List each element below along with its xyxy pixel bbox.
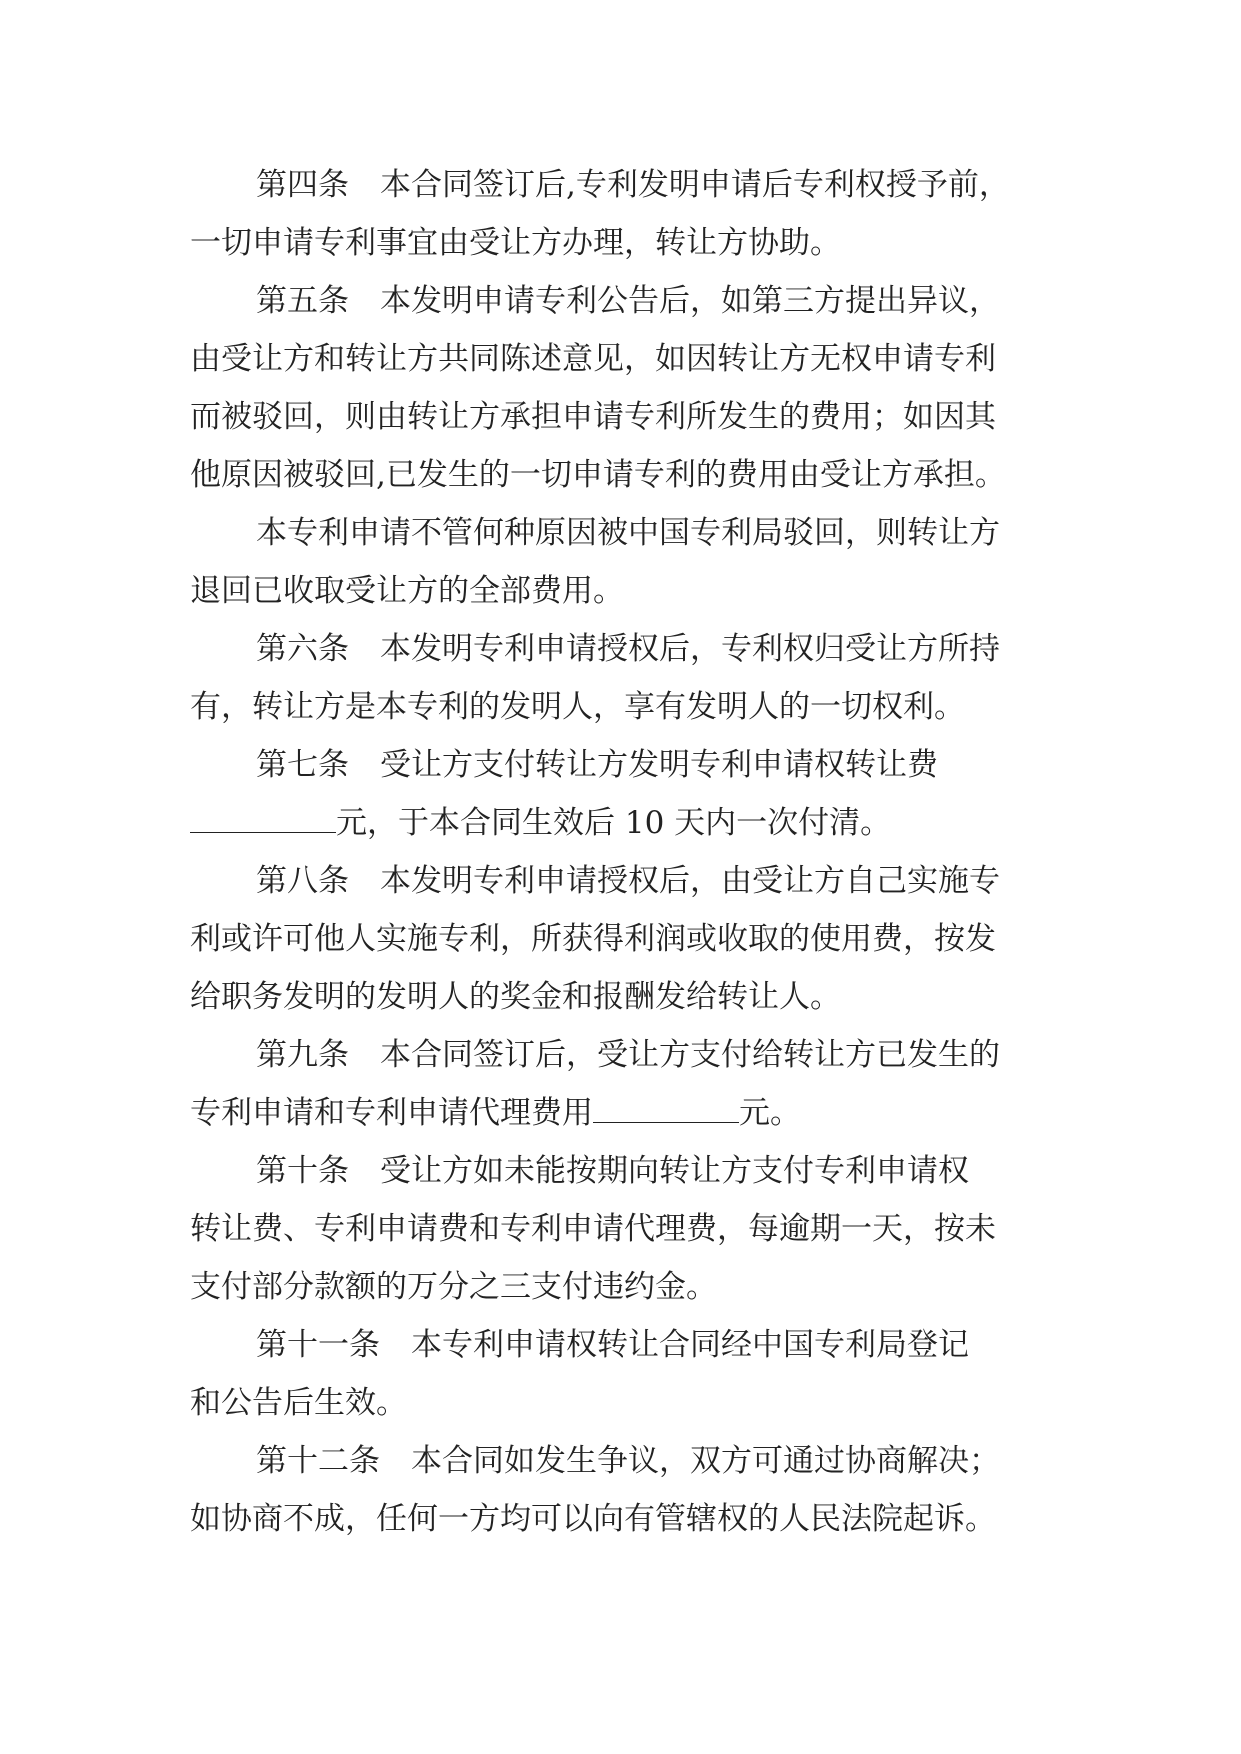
article-6 xyxy=(190,620,1082,736)
article-10 xyxy=(190,1142,1082,1316)
article-4 xyxy=(190,156,1082,272)
fee-amount-blank xyxy=(190,798,336,833)
article-9 xyxy=(190,1026,1082,1142)
article-8-line-1: 第八条 本发明专利申请授权后，由受让方自己实施专 xyxy=(256,863,1000,899)
article-11-line-2: 和公告后生效。 xyxy=(190,1385,407,1421)
article-5 xyxy=(190,272,1082,620)
article-10-line-2: 转让费、专利申请费和专利申请代理费，每逾期一天，按未 xyxy=(190,1211,996,1247)
contract-body xyxy=(190,156,1082,1548)
article-8-line-2: 利或许可他人实施专利，所获得利润或收取的使用费，按发 xyxy=(190,921,996,957)
article-7-line-1: 第七条 受让方支付转让方发明专利申请权转让费 xyxy=(256,747,938,783)
article-5-line-3: 而被驳回，则由转让方承担申请专利所发生的费用；如因其 xyxy=(190,399,996,435)
article-5-line-4: 他原因被驳回,已发生的一切申请专利的费用由受让方承担。 xyxy=(190,457,1006,493)
article-7-line-2-text: 元，于本合同生效后 10 天内一次付清。 xyxy=(336,805,892,841)
article-4-line-2: 一切申请专利事宜由受让方办理，转让方协助。 xyxy=(190,225,841,261)
article-5-line-1: 第五条 本发明申请专利公告后，如第三方提出异议， xyxy=(256,283,1000,319)
article-5-line-2: 由受让方和转让方共同陈述意见，如因转让方无权申请专利 xyxy=(190,341,996,377)
article-6-line-2: 有，转让方是本专利的发明人，享有发明人的一切权利。 xyxy=(190,689,965,725)
article-12-line-1: 第十二条 本合同如发生争议，双方可通过协商解决； xyxy=(256,1443,1000,1479)
article-9-line-2 xyxy=(190,1084,1082,1142)
article-12 xyxy=(190,1432,1082,1548)
article-6-line-1: 第六条 本发明专利申请授权后，专利权归受让方所持 xyxy=(256,631,1000,667)
article-7-line-2 xyxy=(190,794,1082,852)
article-8 xyxy=(190,852,1082,1026)
article-9-line-2-text: 专利申请和专利申请代理费用 xyxy=(190,1095,593,1131)
article-7 xyxy=(190,736,1082,852)
article-10-line-1: 第十条 受让方如未能按期向转让方支付专利申请权 xyxy=(256,1153,969,1189)
article-5-line-6: 退回已收取受让方的全部费用。 xyxy=(190,573,624,609)
article-11-line-1: 第十一条 本专利申请权转让合同经中国专利局登记 xyxy=(256,1327,969,1363)
article-10-line-3: 支付部分款额的万分之三支付违约金。 xyxy=(190,1269,717,1305)
article-12-line-2: 如协商不成，任何一方均可以向有管辖权的人民法院起诉。 xyxy=(190,1501,996,1537)
article-11 xyxy=(190,1316,1082,1432)
article-9-line-1: 第九条 本合同签订后，受让方支付给转让方已发生的 xyxy=(256,1037,1000,1073)
article-8-line-3: 给职务发明的发明人的奖金和报酬发给转让人。 xyxy=(190,979,841,1015)
article-9-line-2-suffix: 元。 xyxy=(739,1095,801,1131)
agency-fee-blank xyxy=(593,1088,739,1123)
article-5-line-5: 本专利申请不管何种原因被中国专利局驳回，则转让方 xyxy=(256,515,1000,551)
article-4-line-1: 第四条 本合同签订后,专利发明申请后专利权授予前， xyxy=(256,167,1010,203)
